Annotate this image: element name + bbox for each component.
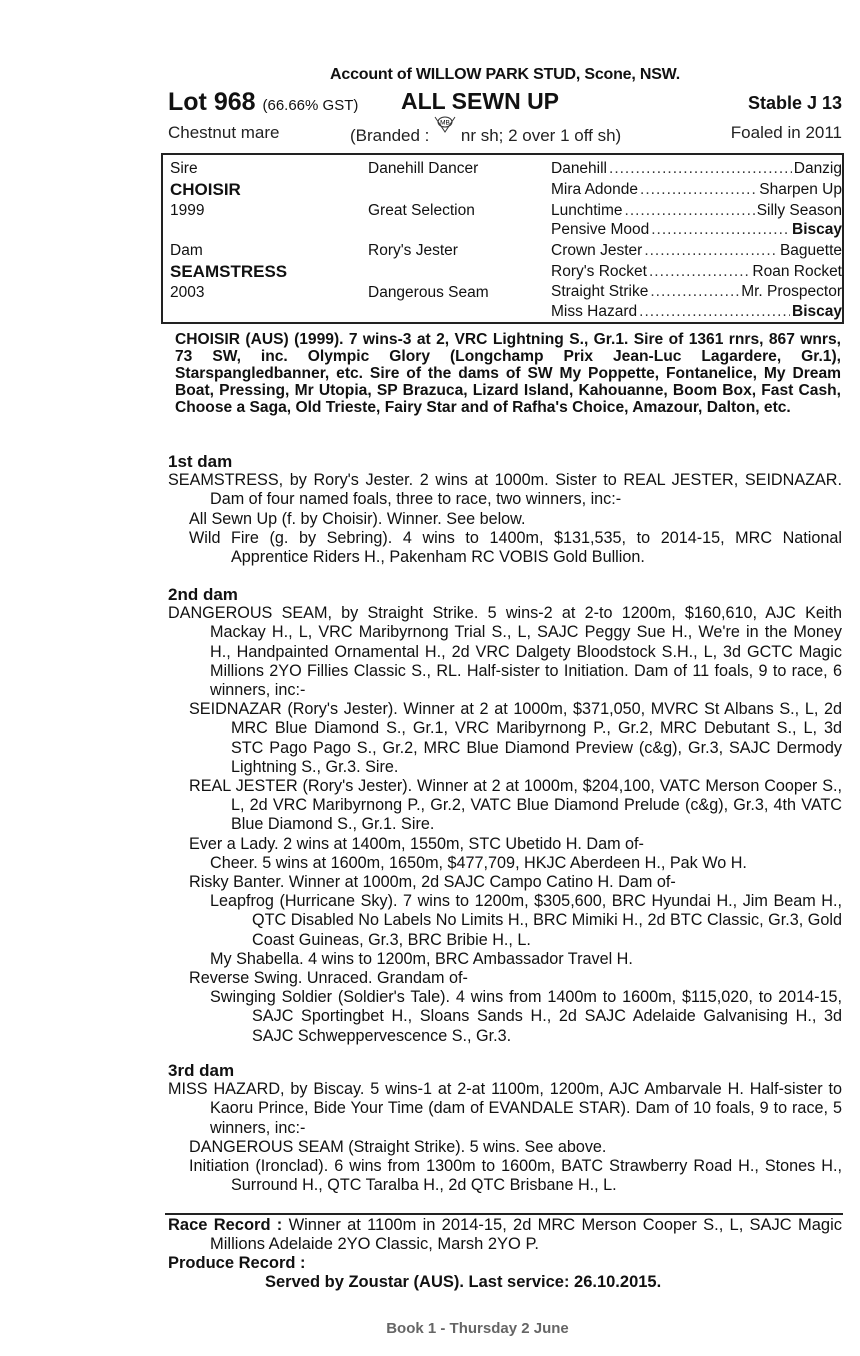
progeny-entry: My Shabella. 4 wins to 1200m, BRC Ambassador Travel H.	[210, 949, 633, 968]
progeny-entry: Ever a Lady. 2 wins at 1400m, 1550m, STC Ubetido H. Dam of-	[189, 834, 644, 853]
lot-number	[168, 88, 358, 117]
sire-summary: CHOISIR (AUS) (1999). 7 wins-3 at 2, VRC Lightning S., Gr.1. Sire of 1361 rnrs, 867 wnrs, 73 SW, inc. Olympic Glory (Longchamp Prix Jean-Luc Lagardere, Gr.1), Starspangledbanner, etc. Sire of the dams of SW My Poppette, Fontanelice, My Dream Boat, Pressing, Mr Utopia, SP Brazuca, Lizard Island, Kahouanne, Boom Box, Fast Cash, Choose a Saga, Old Trieste, Fairy Star and of Rafha's Choice, Amazour, Dalton, etc.	[175, 331, 841, 416]
lot-header	[168, 88, 842, 118]
progeny-entry: Swinging Soldier (Soldier's Tale). 4 wins from 1400m to 1600m, $115,020, to 2014-15, SAJC Sportingbet H., Sloans Sands H., 2d SAJC Adelaide Galvanising H., 3d SAJC Schweppervescence S., Gr.3.	[210, 988, 842, 1045]
ancestor-sire: Mr. Prospector	[741, 283, 842, 300]
brand-mark-icon	[434, 115, 456, 133]
progeny-entry: All Sewn Up (f. by Choisir). Winner. See below.	[189, 509, 526, 528]
dam-dam: Dangerous Seam	[368, 284, 489, 301]
ancestor-row	[551, 221, 842, 239]
progeny-entry: Risky Banter. Winner at 1000m, 2d SAJC Campo Catino H. Dam of-	[189, 873, 676, 892]
ancestor-row	[551, 242, 842, 260]
dam-name: SEAMSTRESS	[170, 262, 288, 281]
dam-year: 2003	[170, 284, 205, 301]
ancestor-name: Rory's Rocket	[551, 263, 647, 280]
leader-dots	[644, 242, 778, 260]
leader-dots	[651, 221, 790, 239]
brand-suffix: nr sh; 2 over 1 off sh)	[460, 126, 622, 145]
ancestor-sire: Baguette	[779, 242, 842, 259]
ancestor-name: Crown Jester	[551, 242, 643, 259]
ancestor-row	[551, 181, 842, 199]
gst-note: (66.66% GST)	[262, 97, 359, 114]
leader-dots	[650, 283, 739, 301]
third-dam-section	[168, 1061, 842, 1195]
foaled-year: Foaled in 2011	[730, 123, 842, 142]
progeny-entry: Leapfrog (Hurricane Sky). 7 wins to 1200m, $305,600, BRC Hyundai H., Jim Beam H., QTC Disabled No Labels No Limits H., BRC Mimiki H., 2d BTC Classic, Gr.3, Gold Coast Guineas, Gr.3, BRC Bribie H., L.	[210, 892, 842, 949]
leader-dots	[640, 181, 757, 199]
ancestor-row	[551, 283, 842, 301]
ancestor-sire: Biscay	[792, 221, 842, 238]
ancestor-name: Pensive Mood	[551, 221, 650, 238]
ancestor-row	[551, 202, 842, 220]
sire-year: 1999	[170, 202, 205, 219]
dam-entry: MISS HAZARD, by Biscay. 5 wins-1 at 2-at 1100m, 1200m, AJC Ambarvale H. Half-sister to Kaoru Prince, Bide Your Time (dam of EVANDALE STAR). Dam of 10 foals, 9 to race, 5 winners, inc:-	[168, 1080, 842, 1137]
section-heading: 2nd dam	[168, 585, 238, 604]
progeny-entry: Cheer. 5 wins at 1600m, 1650m, $477,709, HKJC Aberdeen H., Pak Wo H.	[210, 853, 747, 872]
produce-record-label: Produce Record :	[168, 1254, 306, 1272]
ancestor-row	[551, 263, 842, 281]
vendor-account: Account of WILLOW PARK STUD, Scone, NSW.	[330, 66, 680, 83]
ancestor-name: Straight Strike	[551, 283, 649, 300]
progeny-entry: Initiation (Ironclad). 6 wins from 1300m to 1600m, BATC Strawberry Road H., Stones H., Surround H., QTC Taralba H., 2d QTC Brisbane H., L.	[189, 1157, 842, 1195]
ancestor-row	[551, 160, 842, 178]
race-record-text: Winner at 1100m in 2014-15, 2d MRC Merson Cooper S., L, SAJC Magic Millions Adelaide 2YO Classic, Marsh 2YO P.	[210, 1216, 842, 1253]
page-footer: Book 1 - Thursday 2 June	[386, 1320, 569, 1337]
dam-entry: SEAMSTRESS, by Rory's Jester. 2 wins at 1000m. Sister to REAL JESTER, SEIDNAZAR. Dam of four named foals, three to race, two winners, inc:-	[168, 471, 842, 509]
dam-sire: Rory's Jester	[368, 242, 458, 259]
ancestor-sire: Roan Rocket	[752, 263, 842, 280]
progeny-entry: REAL JESTER (Rory's Jester). Winner at 2 at 1000m, $204,100, VATC Merson Cooper S., L, 2d VRC Maribyrnong P., Gr.2, VATC Blue Diamond Prelude (c&g), Gr.3, 4th VATC Blue Diamond S., Gr.1. Sire.	[189, 777, 842, 834]
section-heading: 1st dam	[168, 452, 233, 471]
progeny-entry: Wild Fire (g. by Sebring). 4 wins to 1400m, $131,535, to 2014-15, MRC National Apprentice Riders H., Pakenham RC VOBIS Gold Bullion.	[189, 528, 842, 567]
dam-label: Dam	[170, 242, 203, 259]
ancestor-name: Danehill	[551, 160, 608, 177]
first-dam-section	[168, 452, 842, 567]
sire-sire: Danehill Dancer	[368, 160, 479, 177]
sire-name: CHOISIR	[170, 180, 241, 199]
stable-location: Stable J 13	[747, 93, 842, 113]
progeny-entry: Reverse Swing. Unraced. Grandam of-	[189, 969, 468, 988]
lot-label: Lot 968	[168, 88, 256, 116]
brand-prefix: (Branded :	[350, 126, 430, 145]
progeny-entry: SEIDNAZAR (Rory's Jester). Winner at 2 at 1000m, $371,050, MVRC St Albans S., L, 2d MRC Blue Diamond S., Gr.1, VRC Maribyrnong P., Gr.2, MRC Debutant S., L, 3d STC Pago Pago S., Gr.2, MRC Blue Diamond Preview (c&g), Gr.3, SAJC Dermody Lightning S., Gr.3. Sire.	[189, 700, 842, 776]
race-record-label: Race Record :	[168, 1216, 283, 1234]
pedigree-table	[161, 153, 844, 324]
second-dam-section	[168, 585, 842, 1046]
ancestor-sire: Sharpen Up	[759, 181, 842, 198]
ancestor-sire: Silly Season	[756, 202, 842, 219]
race-record	[168, 1216, 842, 1254]
divider	[165, 1213, 843, 1215]
ancestor-row	[551, 303, 842, 321]
progeny-entry: DANGEROUS SEAM (Straight Strike). 5 wins. See above.	[189, 1137, 607, 1156]
leader-dots	[625, 202, 755, 220]
section-heading: 3rd dam	[168, 1061, 235, 1080]
service-note: Served by Zoustar (AUS). Last service: 26.10.2015.	[265, 1273, 662, 1291]
sire-label: Sire	[170, 160, 198, 177]
leader-dots	[639, 303, 790, 321]
brand-mark-text: MB	[440, 119, 450, 127]
ancestor-name: Miss Hazard	[551, 303, 638, 320]
ancestor-sire: Biscay	[792, 303, 842, 320]
leader-dots	[609, 160, 792, 178]
leader-dots	[649, 263, 750, 281]
horse-name: ALL SEWN UP	[401, 88, 560, 114]
ancestor-sire: Danzig	[793, 160, 842, 177]
sire-dam: Great Selection	[368, 202, 475, 219]
ancestor-name: Lunchtime	[551, 202, 623, 219]
records-section	[168, 1216, 842, 1292]
brand-description	[350, 119, 622, 146]
horse-sex: Chestnut mare	[168, 123, 280, 142]
dam-entry: DANGEROUS SEAM, by Straight Strike. 5 wins-2 at 2-to 1200m, $160,610, AJC Keith Mackay H., L, VRC Maribyrnong Trial S., L, SAJC Peggy Sue H., We're in the Money H., Handpainted Ornamental H., 2d VRC Dalgety Bloodstock S.H., L, 3d GCTC Magic Millions 2YO Fillies Classic S., RL. Half-sister to Initiation. Dam of 11 foals, 9 to race, 6 winners, inc:-	[168, 604, 842, 700]
ancestor-name: Mira Adonde	[551, 181, 639, 198]
